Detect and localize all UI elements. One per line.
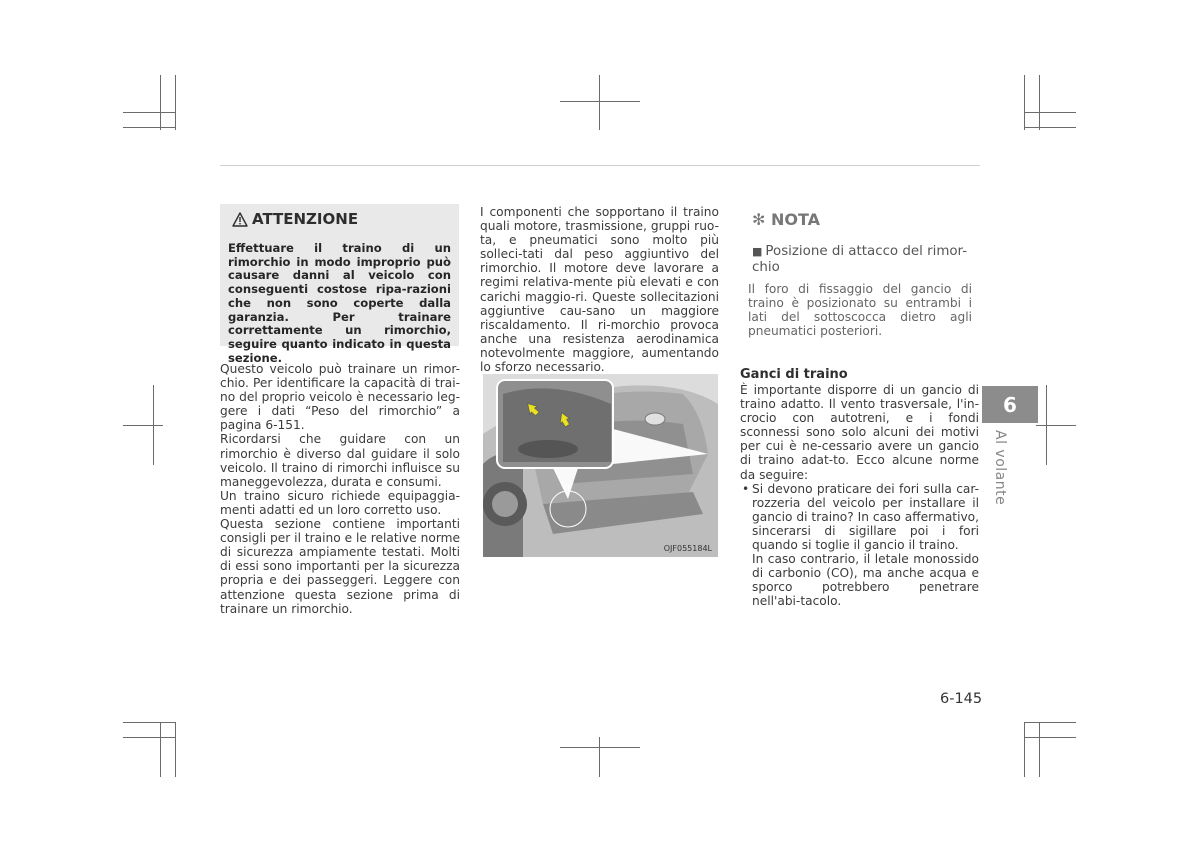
warning-title: [232, 210, 358, 228]
paragraph: Questo veicolo può trainare un rimor-chio. Per identificare la capacità di trai-no del proprio veicolo è necessario leg-gere i dati “Peso del rimorchio” a pagina 6-151.: [220, 362, 460, 433]
crop-mark: [160, 722, 161, 777]
crop-mark: [123, 425, 163, 426]
paragraph: Questa sezione contiene importanti consigli per il traino e le relative norme di sicurezza ampiamente testati. Molti di essi sono importanti per la sicurezza propria e dei passeggeri. Leggere con attenzione questa sezione prima di trainare un rimorchio.: [220, 517, 460, 616]
warning-body: Effettuare il traino di un rimorchio in modo improprio può causare danni al veicolo con conseguenti costose ripa-razioni che non sono coperte dalla garanzia. Per trainare correttamente un rimorchio, seguire quanto indicato in questa sezione.: [228, 241, 451, 365]
header-rule: [220, 165, 980, 166]
paragraph: Ricordarsi che guidare con un rimorchio è diverso dal guidare il solo veicolo. Il traino di rimorchi influisce su maneggevolezza, durata e consumi.: [220, 432, 460, 489]
crop-mark: [1039, 75, 1040, 130]
note-title: NOTA: [770, 210, 821, 229]
crop-mark: [1024, 112, 1076, 113]
section-heading: Ganci di traino: [740, 367, 848, 382]
warning-box: [220, 204, 459, 365]
figure-car-rear: [483, 374, 718, 557]
note-subtitle-text: Posizione di attacco del rimor-chio: [752, 244, 968, 275]
warning-title-text: ATTENZIONE: [252, 210, 359, 228]
note-heading: [752, 210, 820, 229]
crop-mark: [1024, 75, 1025, 130]
list-item: • Si devono praticare dei fori sulla car-rozzeria del veicolo per installare il gancio di traino? In caso affermativo, sincerarsi di sigillare poi i fori quando si toglie il gancio il traino.: [740, 482, 979, 552]
crop-mark: [123, 737, 175, 738]
square-bullet-icon: ■: [752, 245, 763, 258]
page-number: 6-145: [940, 691, 983, 707]
note-body: Il foro di fissaggio del gancio di traino è posizionato su entrambi i lati del sottoscocca dietro agli pneumatici posteriori.: [748, 282, 972, 339]
crop-mark: [123, 112, 175, 113]
crop-mark: [1024, 127, 1076, 128]
crop-mark: [160, 75, 161, 130]
crop-mark: [599, 737, 600, 777]
section-body: [740, 383, 979, 609]
middle-column: [480, 205, 719, 374]
chapter-label: Al volante: [992, 430, 1008, 506]
paragraph: I componenti che sopportano il traino quali motore, trasmissione, gruppi ruo-ta, e pneumatici sono molto più solleci-tati dal peso aggiuntivo del rimorchio. Il motore deve lavorare a regimi relativa-mente più elevati e con carichi maggio-ri. Queste sollecitazioni aggiuntive cau-sano un maggiore riscaldamento. Il ri-morchio provoca anche una resistenza aerodinamica notevolmente maggiore, aumentando lo sforzo necessario.: [480, 205, 719, 375]
paragraph: È importante disporre di un gancio di traino adatto. Il vento trasversale, l'in-crocio con autotreni, e i fondi sconnessi sono solo alcuni dei motivi per cui è ne-cessario avere un gancio di traino adat-to. Ecco alcune norme da seguire:: [740, 383, 979, 482]
crop-mark: [599, 75, 600, 130]
crop-mark: [175, 75, 176, 130]
crop-mark: [123, 127, 175, 128]
figure-code: OJF055184L: [663, 544, 712, 553]
chapter-tab: 6: [982, 386, 1038, 423]
crop-mark: [560, 101, 640, 102]
asterisk-icon: ✻: [752, 210, 766, 229]
left-column: [220, 362, 460, 616]
crop-mark: [1024, 722, 1025, 777]
crop-mark: [560, 747, 640, 748]
paragraph: Un traino sicuro richiede equipaggia-menti adatti ed un loro corretto uso.: [220, 488, 460, 517]
crop-mark: [1024, 722, 1076, 723]
car-illustration: [483, 374, 718, 557]
note-subtitle: [752, 244, 974, 275]
warning-icon: [232, 212, 248, 227]
crop-mark: [175, 722, 176, 777]
crop-mark: [1039, 722, 1040, 777]
crop-mark: [1024, 737, 1076, 738]
list-item-continuation: In caso contrario, il letale monossido di carbonio (CO), ma anche acqua e sporco potrebbero penetrare nell'abi-tacolo.: [752, 552, 979, 609]
crop-mark: [1036, 425, 1076, 426]
crop-mark: [123, 722, 175, 723]
